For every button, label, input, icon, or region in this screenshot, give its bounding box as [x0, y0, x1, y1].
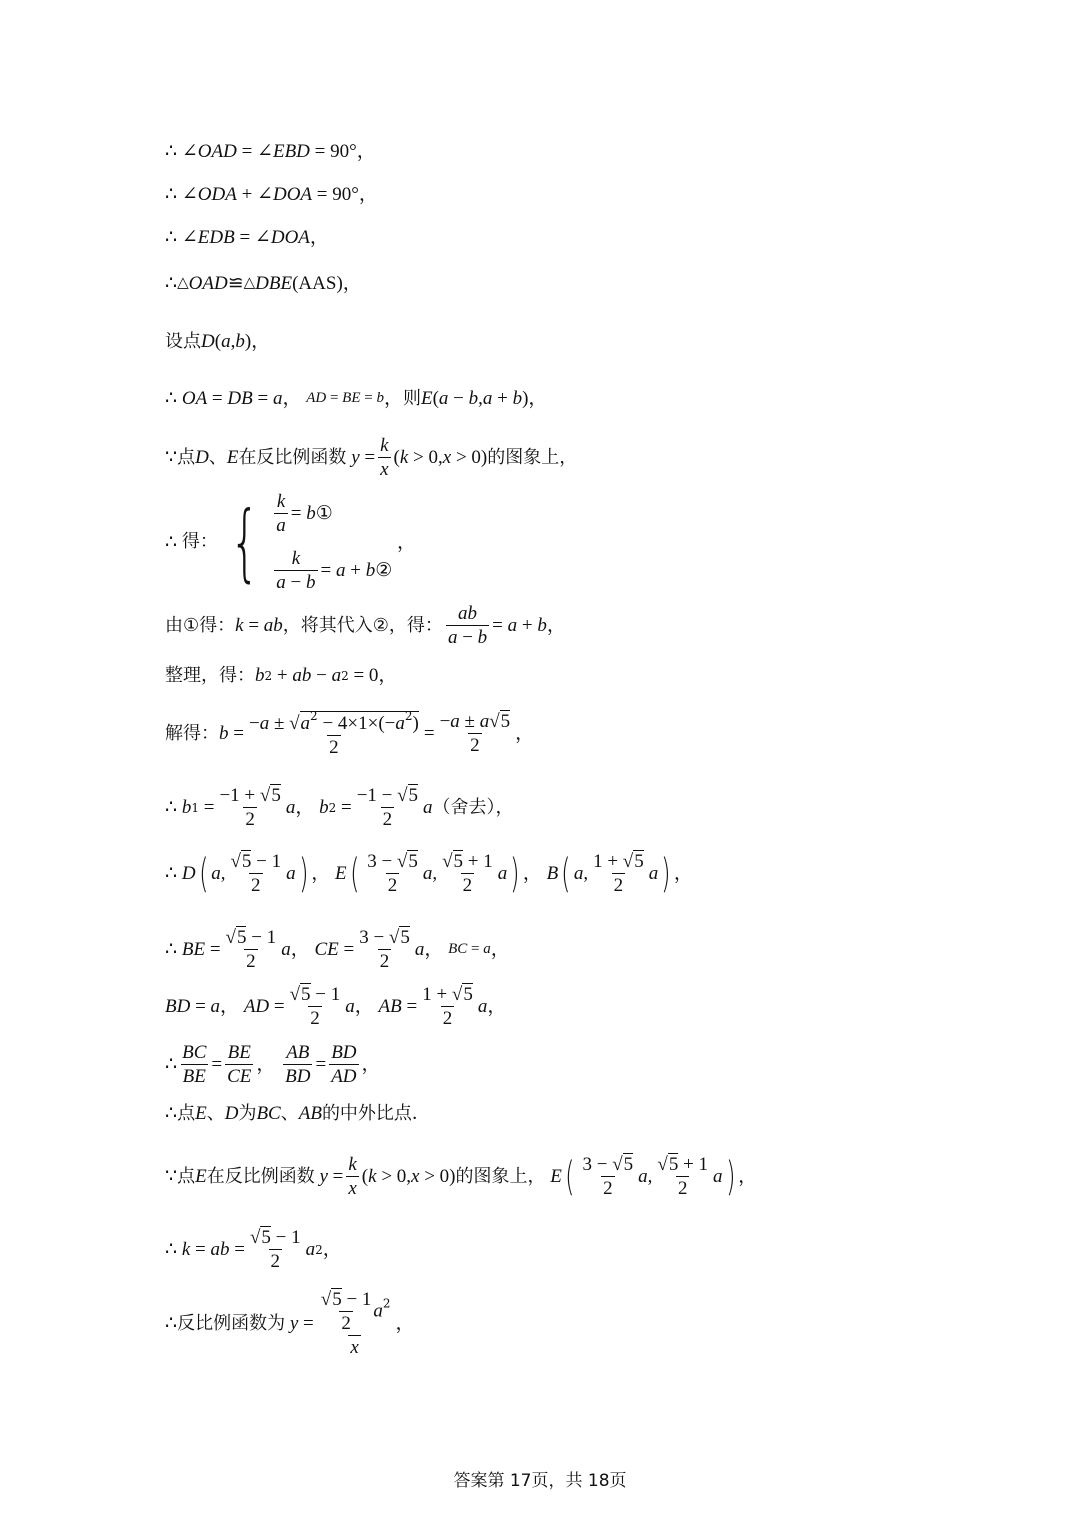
proof-line-12: ∴ b 1 = $\frac{-1 + √5}{2}$ a ， b 2 = $\frac{-1 - √5}{2}$ a （舍去），: [165, 785, 514, 830]
proof-line-14: ∴ BE = $\frac{√5 - 1}{2}$ a ， CE = $\frac{3 - √5}{2}$ a ， BC = a ，: [165, 927, 510, 972]
proof-line-1: ∴ ∠ OAD = ∠ EBD = 90°，: [165, 141, 376, 162]
proof-line-11: 解得： b = $\frac{-a \pm √a^2 - 4\times 1\times(-a^2)}{2}$ = $\frac{-a \pm a√5}{2}$ ，: [165, 709, 535, 758]
page-footer: 答案第 17页，共 18页: [453, 1471, 627, 1491]
proof-line-3: ∴ ∠ EDB = ∠ DOA ，: [165, 227, 329, 248]
proof-line-13: ∴ D ( a , $\frac{√5 - 1}{2}$ a ) ， E ( $\frac{3 - √5}{2}$ a , $\frac{√5 + 1}{2}$ a ) ， B ( a , $\frac{1 + √5}{2}$ a ) ，: [165, 850, 693, 897]
proof-line-4: ∴ △ OAD ≌ △ DBE (AAS)，: [165, 273, 362, 294]
proof-line-7: ∵ 点 D 、 E 在反比例函数 y = $\frac{k}{x}$ ( k > 0, x > 0) 的图象上，: [165, 435, 578, 480]
proof-line-16: ∴ 点 E 、 D 为 BC 、 AB 的中外比点．: [165, 1102, 430, 1124]
proof-line-18: ∴ k = ab = $\frac{√5 - 1}{2}$ a 2 ，: [165, 1227, 342, 1272]
proof-line-17: ∵ 点 E 在反比例函数 y = $\frac{k}{x}$ ( k > 0, x > 0) 的图象上， E ( $\frac{3 - √5}{2}$ a , $\frac{√5 + 1}{2}$ a ) ，: [165, 1153, 758, 1200]
discard-note: （舍去），: [432, 796, 514, 818]
proof-line-15: BD = a ， AD = $\frac{√5 - 1}{2}$ a ， AB = $\frac{1 + √5}{2}$ a ，: [165, 984, 507, 1029]
proof-line-2: ∴ ∠ ODA + ∠ DOA = 90°，: [165, 184, 378, 205]
proof-line-10: 整理，得： b 2 + ab − a 2 = 0，: [165, 664, 398, 686]
equation-system: ∴ 得： { $\frac{k}{a}$ = b ① $\frac{k}{a - b}$ = a + b ② ，: [165, 491, 417, 593]
proof-line-19: ∴ 反比例函数为 y = $\frac{√5 - 1}{2}$ $a^2$ x ，: [165, 1289, 415, 1358]
proof-line-6: ∴ OA = DB = a ， AD = BE = b ， 则 E ( a − b , a + b )，: [165, 387, 548, 409]
proof-line-5: 设点 D ( a , b )，: [165, 330, 271, 352]
ratio-line: ∴ $\frac{BC}{BE}$ = $\frac{BE}{CE}$ ， $\frac{AB}{BD}$ = $\frac{BD}{AD}$ ，: [165, 1042, 381, 1087]
proof-line-9: 由①得： k = ab ，将其代入②，得： $\frac{ab}{a - b}$ = a + b ，: [165, 603, 566, 648]
